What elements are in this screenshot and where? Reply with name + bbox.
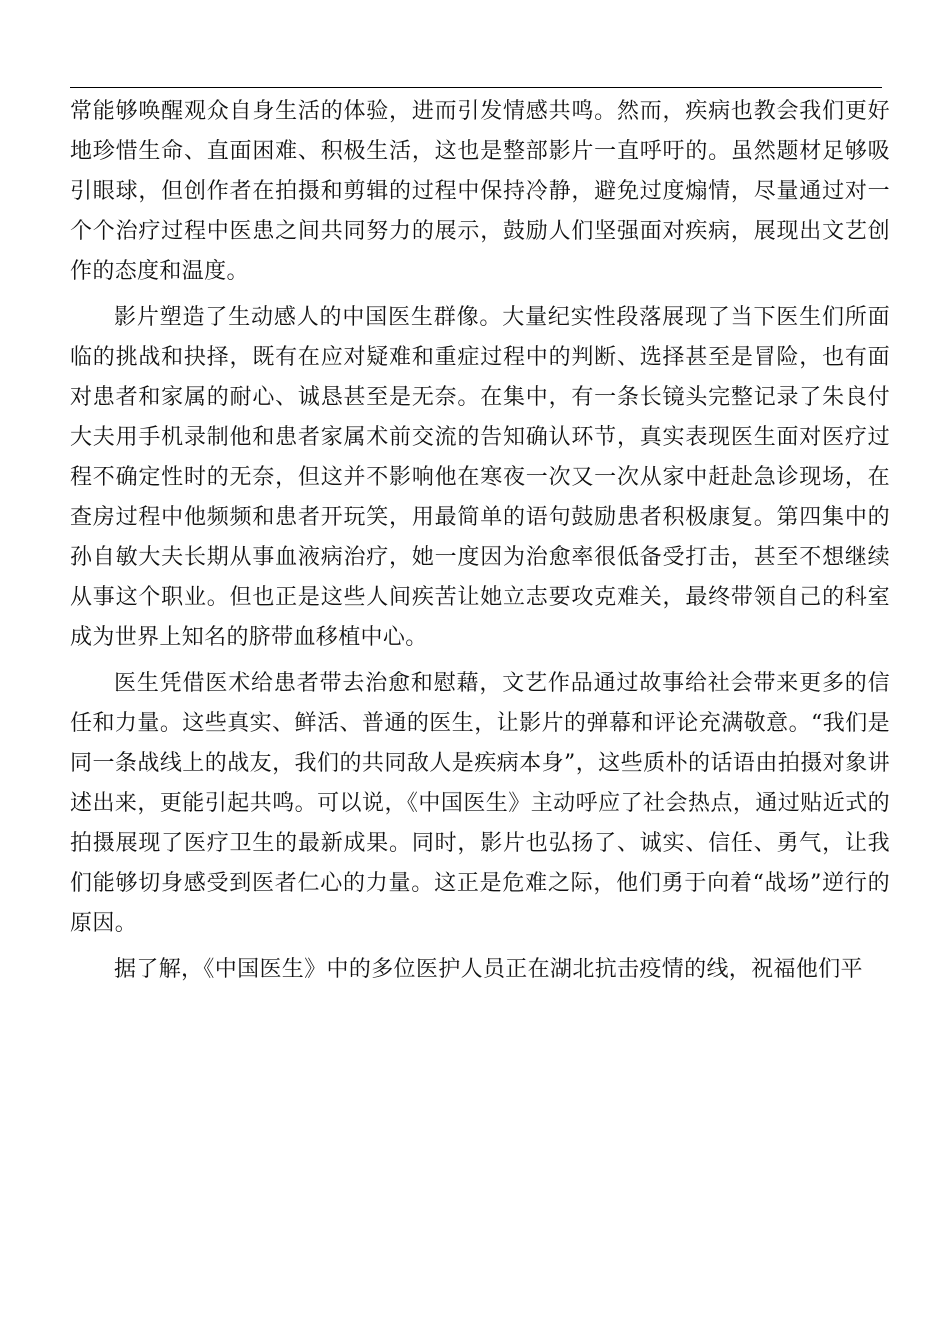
paragraph-continued: 常能够唤醒观众自身生活的体验，进而引发情感共鸣。然而，疾病也教会我们更好地珍惜生命、直面困难、积极生活，这也是整部影片一直呼吁的。虽然题材足够吸引眼球，但创作者在拍摄和剪辑的过程中保持冷静，避免过度煽情，尽量通过对一个个治疗过程中医患之间共同努力的展示，鼓励人们坚强面对疾病，展现出文艺创作的态度和温度。 (70, 99, 890, 284)
paragraph-hubei-frontline: 据了解，《中国医生》中的多位医护人员正在湖北抗击疫情的线，祝福他们平 (114, 957, 863, 982)
paragraph-trust-and-strength: 医生凭借医术给患者带去治愈和慰藉，文艺作品通过故事给社会带来更多的信任和力量。这些真实、鲜活、普通的医生，让影片的弹幕和评论充满敬意。“我们是同一条战线上的战友，我们的共同敌人是疾病本身”，这些质朴的话语由拍摄对象讲述出来，更能引起共鸣。可以说，《中国医生》主动呼应了社会热点，通过贴近式的拍摄展现了医疗卫生的最新成果。同时，影片也弘扬了、诚实、信任、勇气，让我们能够切身感受到医者仁心的力量。这正是危难之际，他们勇于向着“战场”逆行的原因。 (70, 671, 890, 936)
header-rule (70, 87, 882, 88)
paragraph-doctor-portraits: 影片塑造了生动感人的中国医生群像。大量纪实性段落展现了当下医生们所面临的挑战和抉择，既有在应对疑难和重症过程中的判断、选择甚至是冒险，也有面对患者和家属的耐心、诚恳甚至是无奈。在集中，有一条长镜头完整记录了朱良付大夫用手机录制他和患者家属术前交流的告知确认环节，真实表现医生面对医疗过程不确定性时的无奈，但这并不影响他在寒夜一次又一次从家中赶赴急诊现场，在查房过程中他频频和患者开玩笑，用最简单的语句鼓励患者积极康复。第四集中的孙自敏大夫长期从事血液病治疗，她一度因为治愈率很低备受打击，甚至不想继续从事这个职业。但也正是这些人间疾苦让她立志要攻克难关，最终带领自己的科室成为世界上知名的脐带血移植中心。 (70, 305, 890, 650)
article-body (70, 92, 890, 990)
